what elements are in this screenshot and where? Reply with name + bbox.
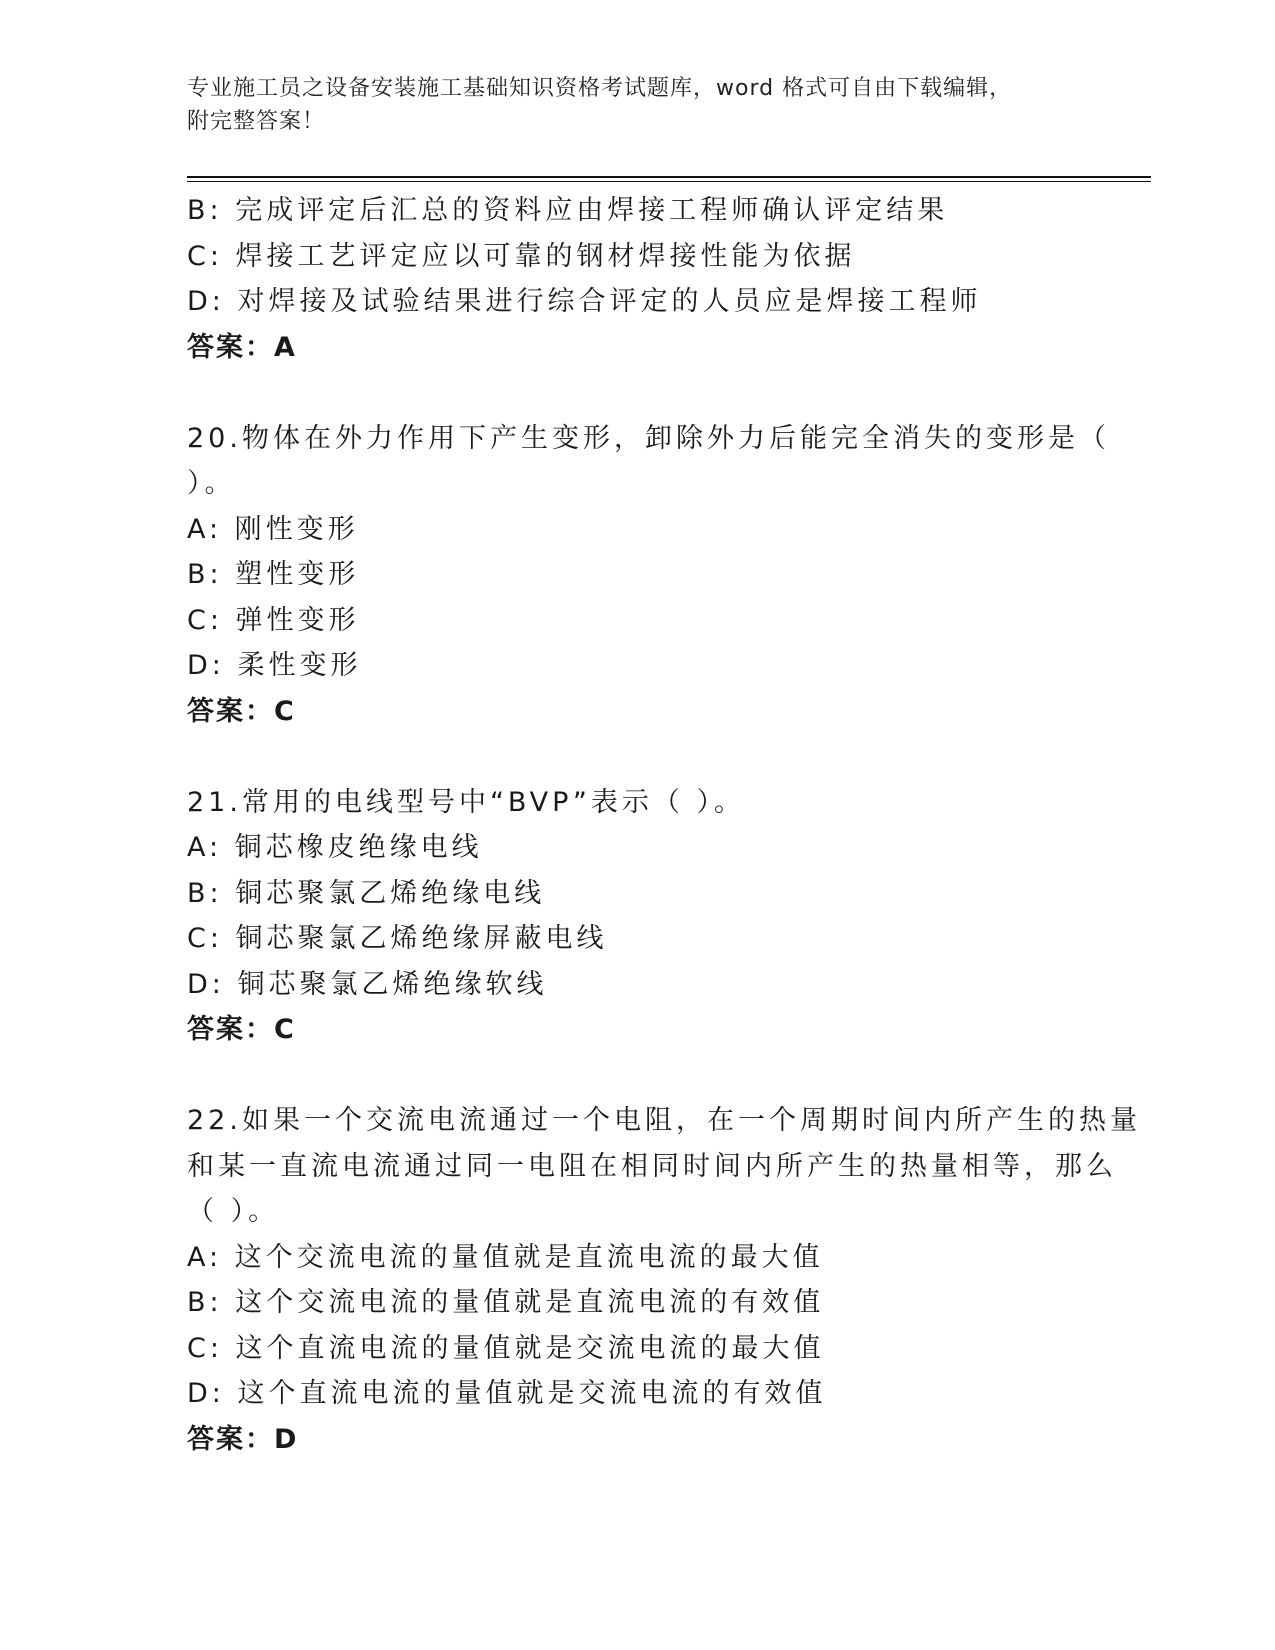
question-19-tail	[187, 188, 1107, 370]
answer-label: 答案：	[187, 1014, 274, 1045]
page-header	[187, 72, 1067, 138]
question-stem-line: （ ）。	[187, 1196, 280, 1227]
option-d: D: 对焊接及试验结果进行综合评定的人员应是焊接工程师	[187, 286, 982, 317]
answer-value: A	[274, 331, 297, 363]
question-22	[187, 1098, 1141, 1462]
option-b: B: 铜芯聚氯乙烯绝缘电线	[187, 877, 546, 909]
answer-value: C	[274, 1014, 296, 1045]
answer-line	[187, 689, 1107, 735]
header-line-1: 专业施工员之设备安装施工基础知识资格考试题库，word 格式可自由下载编辑，	[187, 76, 1013, 101]
answer-label: 答案：	[187, 331, 274, 363]
question-stem-line: 21.常用的电线型号中“BVP”表示（ ）。	[187, 786, 745, 818]
question-21	[187, 780, 1107, 1053]
spacer	[187, 370, 1107, 416]
spacer	[187, 734, 1107, 780]
answer-value: D	[274, 1423, 299, 1455]
question-content	[187, 188, 1141, 1462]
answer-label: 答案：	[187, 1423, 274, 1455]
question-20	[187, 416, 1110, 735]
option-b: B: 完成评定后汇总的资料应由焊接工程师确认评定结果	[187, 195, 949, 226]
option-b: B: 塑性变形	[187, 559, 360, 590]
option-a: A: 刚性变形	[187, 513, 359, 545]
option-d: D: 铜芯聚氯乙烯绝缘软线	[187, 968, 548, 1000]
option-d: D: 这个直流电流的量值就是交流电流的有效值	[187, 1378, 827, 1409]
header-line-2: 附完整答案！	[187, 109, 326, 134]
option-c: C: 焊接工艺评定应以可靠的钢材焊接性能为依据	[187, 240, 856, 272]
option-c: C: 弹性变形	[187, 604, 360, 636]
answer-label: 答案：	[187, 695, 274, 727]
option-d: D: 柔性变形	[187, 650, 362, 681]
question-stem-line: 22.如果一个交流电流通过一个电阻，在一个周期时间内所产生的热量	[187, 1105, 1141, 1136]
question-stem-line: ）。	[187, 468, 236, 499]
option-b: B: 这个交流电流的量值就是直流电流的有效值	[187, 1287, 825, 1318]
option-a: A: 铜芯橡皮绝缘电线	[187, 832, 483, 863]
answer-line	[187, 325, 1107, 371]
option-a: A: 这个交流电流的量值就是直流电流的最大值	[187, 1241, 824, 1273]
option-c: C: 铜芯聚氯乙烯绝缘屏蔽电线	[187, 923, 608, 954]
answer-line	[187, 1007, 1107, 1053]
option-c: C: 这个直流电流的量值就是交流电流的最大值	[187, 1332, 825, 1364]
header-divider	[187, 176, 1151, 182]
answer-value: C	[274, 695, 296, 727]
answer-line	[187, 1417, 1107, 1463]
spacer	[187, 1053, 1107, 1099]
question-stem-line: 和某一直流电流通过同一电阻在相同时间内所产生的热量相等，那么	[187, 1150, 1117, 1182]
question-stem-line: 20.物体在外力作用下产生变形，卸除外力后能完全消失的变形是（	[187, 422, 1110, 454]
